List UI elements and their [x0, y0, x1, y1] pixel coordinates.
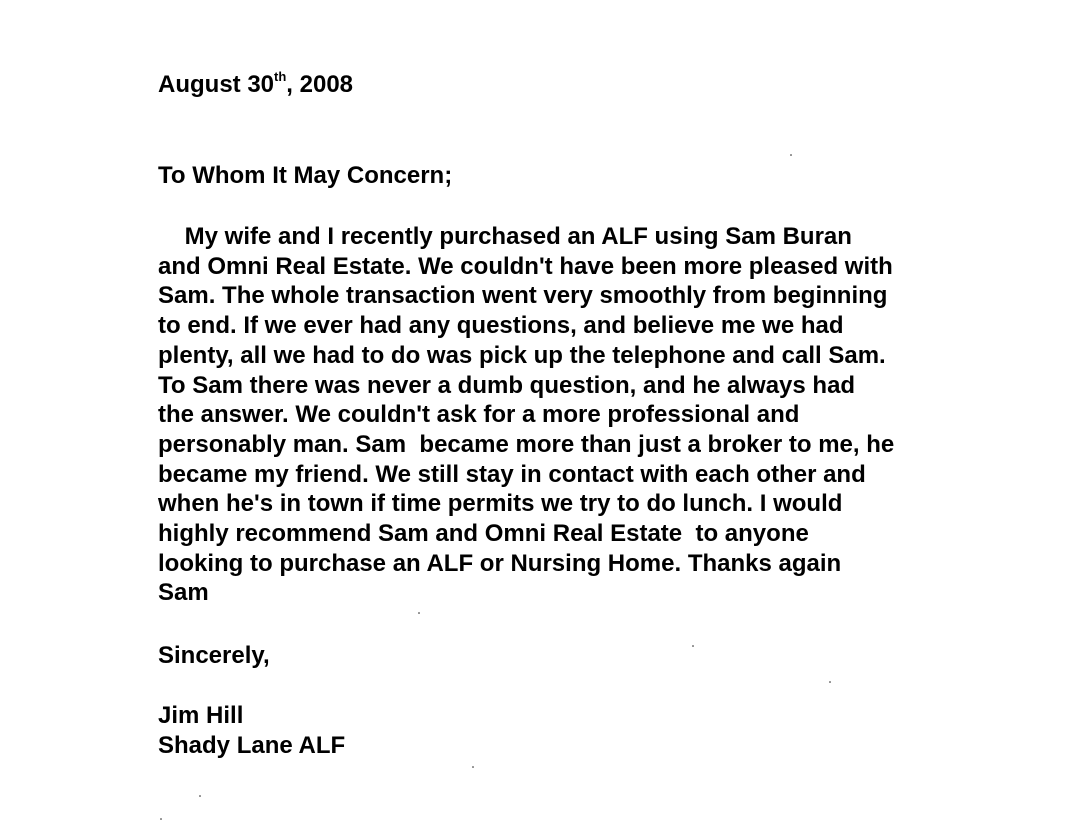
body-line: plenty, all we had to do was pick up the telephone and call Sam.: [158, 341, 886, 369]
body-line: My wife and I recently purchased an ALF using Sam Buran: [158, 223, 852, 250]
signature-name: Jim Hill: [158, 702, 244, 729]
scan-speck: [790, 154, 792, 156]
body-line: Sam: [158, 579, 209, 607]
body-line: the answer. We couldn't ask for a more professional and: [158, 401, 800, 429]
body-line: looking to purchase an ALF or Nursing Home. Thanks again: [158, 549, 842, 577]
body-line: Sam. The whole transaction went very smoothly from beginning: [158, 282, 888, 310]
letter-date: [158, 70, 353, 100]
letter-signature: [158, 701, 345, 760]
body-line: To Sam there was never a dumb question, and he always had: [158, 371, 856, 399]
letter-body: [158, 222, 1058, 608]
body-line: and Omni Real Estate. We couldn't have been more pleased with: [158, 252, 893, 280]
body-line: became my friend. We still stay in contact with each other and: [158, 460, 866, 488]
letter-closing: Sincerely,: [158, 642, 270, 669]
scan-speck: [160, 818, 162, 820]
scan-speck: [199, 795, 201, 797]
signature-organization: Shady Lane ALF: [158, 731, 346, 759]
body-line: personably man. Sam became more than just a broker to me, he: [158, 430, 895, 458]
date-ordinal-suffix: th: [274, 69, 287, 84]
scan-speck: [418, 612, 420, 614]
body-line: when he's in town if time permits we try to do lunch. I would: [158, 490, 843, 518]
scan-speck: [829, 681, 831, 683]
date-month-day: August 30: [158, 71, 275, 98]
scan-speck: [692, 645, 694, 647]
date-year: , 2008: [286, 71, 354, 98]
scan-speck: [472, 766, 474, 768]
body-line: highly recommend Sam and Omni Real Estate to anyone: [158, 520, 809, 548]
body-line: to end. If we ever had any questions, and believe me we had: [158, 312, 844, 340]
letter-salutation: To Whom It May Concern;: [158, 162, 453, 189]
